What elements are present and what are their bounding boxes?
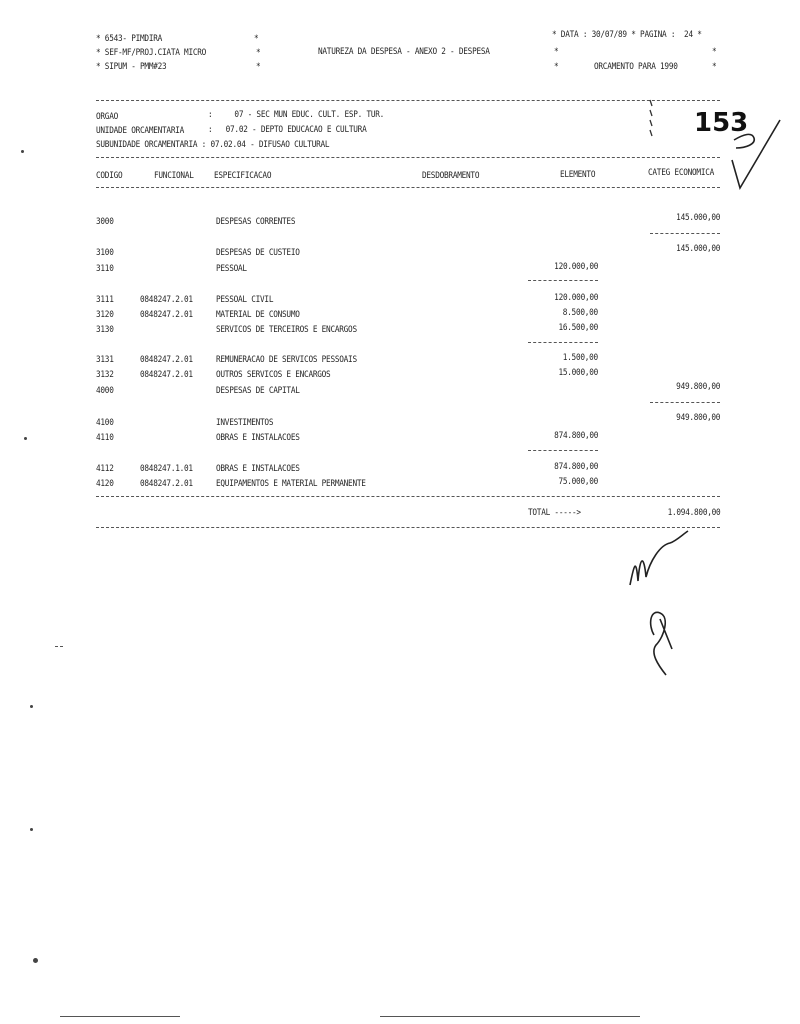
row-especificacao: INVESTIMENTOS bbox=[216, 418, 274, 428]
scan-speck bbox=[21, 150, 24, 153]
row-codigo: 4120 bbox=[96, 479, 114, 489]
row-especificacao: EQUIPAMENTOS E MATERIAL PERMANENTE bbox=[216, 479, 366, 489]
scan-speck bbox=[30, 828, 33, 831]
row-funcional: 0848247.2.01 bbox=[140, 479, 193, 489]
stamp-mark-icon bbox=[640, 96, 790, 196]
row-especificacao: DESPESAS CORRENTES bbox=[216, 217, 296, 227]
header-star: * bbox=[554, 47, 559, 57]
row-elemento: 1.500,00 bbox=[562, 353, 598, 363]
row-codigo: 4100 bbox=[96, 418, 114, 428]
col-codigo: CODIGO bbox=[96, 171, 123, 181]
subunidade-line: SUBUNIDADE ORCAMENTARIA : 07.02.04 - DIFUSAO CULTURAL bbox=[96, 140, 330, 150]
row-categ: 949.800,00 bbox=[675, 413, 720, 423]
header-star: * bbox=[254, 34, 259, 44]
row-codigo: 4112 bbox=[96, 464, 114, 474]
row-funcional: 0848247.2.01 bbox=[140, 370, 193, 380]
header-star: * bbox=[554, 62, 559, 72]
row-especificacao: REMUNERACAO DE SERVICOS PESSOAIS bbox=[216, 355, 357, 365]
scan-edge bbox=[380, 1016, 640, 1017]
orgao-value: : 07 - SEC MUN EDUC. CULT. ESP. TUR. bbox=[208, 110, 385, 120]
row-especificacao: PESSOAL bbox=[216, 264, 247, 274]
col-especificacao: ESPECIFICACAO bbox=[214, 171, 272, 181]
row-elemento: 120.000,00 bbox=[553, 293, 598, 303]
row-categ: 145.000,00 bbox=[675, 244, 720, 254]
row-especificacao: OBRAS E INSTALACOES bbox=[216, 464, 300, 474]
divider bbox=[96, 100, 720, 101]
row-codigo: 3130 bbox=[96, 325, 114, 335]
header-star: * bbox=[256, 48, 261, 58]
row-elemento: 15.000,00 bbox=[558, 368, 598, 378]
signature-icon bbox=[620, 525, 700, 695]
row-codigo: 4110 bbox=[96, 433, 114, 443]
scan-speck bbox=[33, 958, 38, 963]
scan-speck bbox=[24, 437, 27, 440]
col-desdobramento: DESDOBRAMENTO bbox=[422, 171, 480, 181]
scan-speck bbox=[30, 705, 33, 708]
row-funcional: 0848247.2.01 bbox=[140, 295, 193, 305]
scan-mark bbox=[55, 646, 63, 647]
row-especificacao: SERVICOS DE TERCEIROS E ENCARGOS bbox=[216, 325, 357, 335]
row-categ: 949.800,00 bbox=[675, 382, 720, 392]
row-codigo: 3000 bbox=[96, 217, 114, 227]
report-title: NATUREZA DA DESPESA - ANEXO 2 - DESPESA bbox=[318, 47, 490, 57]
header-star: * bbox=[712, 47, 717, 57]
row-especificacao: DESPESAS DE CUSTEIO bbox=[216, 248, 300, 258]
header-star: * bbox=[256, 62, 261, 72]
total-label: TOTAL -----> bbox=[528, 508, 581, 518]
unidade-label: UNIDADE ORCAMENTARIA bbox=[96, 126, 185, 136]
row-codigo: 3120 bbox=[96, 310, 114, 320]
row-elemento: 874.800,00 bbox=[553, 462, 598, 472]
row-codigo: 3111 bbox=[96, 295, 114, 305]
header-left-line1: * 6543- PIMDIRA bbox=[96, 34, 163, 44]
row-codigo: 3132 bbox=[96, 370, 114, 380]
unidade-value: : 07.02 - DEPTO EDUCACAO E CULTURA bbox=[208, 125, 367, 135]
row-elemento: 16.500,00 bbox=[558, 323, 598, 333]
subtotal-line bbox=[528, 342, 598, 343]
divider bbox=[96, 157, 720, 158]
row-elemento: 8.500,00 bbox=[562, 308, 598, 318]
col-categ: CATEG ECONOMICA bbox=[648, 168, 715, 178]
total-value: 1.094.800,00 bbox=[667, 508, 720, 518]
scan-edge bbox=[60, 1016, 180, 1017]
row-elemento: 874.800,00 bbox=[553, 431, 598, 441]
subtotal-line bbox=[650, 233, 720, 234]
row-especificacao: OBRAS E INSTALACOES bbox=[216, 433, 300, 443]
row-codigo: 3110 bbox=[96, 264, 114, 274]
header-left-line3: * SIPUM - PMM#23 bbox=[96, 62, 167, 72]
header-date-page: * DATA : 30/07/89 * PAGINA : 24 * bbox=[552, 30, 702, 40]
row-categ: 145.000,00 bbox=[675, 213, 720, 223]
orgao-label: ORGAO bbox=[96, 112, 119, 122]
subtotal-line bbox=[650, 402, 720, 403]
divider bbox=[96, 496, 720, 497]
col-elemento: ELEMENTO bbox=[560, 170, 596, 180]
row-elemento: 75.000,00 bbox=[558, 477, 598, 487]
row-especificacao: DESPESAS DE CAPITAL bbox=[216, 386, 300, 396]
row-especificacao: OUTROS SERVICOS E ENCARGOS bbox=[216, 370, 331, 380]
subtotal-line bbox=[528, 280, 598, 281]
row-especificacao: PESSOAL CIVIL bbox=[216, 295, 274, 305]
row-codigo: 3131 bbox=[96, 355, 114, 365]
header-left-line2: * SEF-MF/PROJ.CIATA MICRO bbox=[96, 48, 207, 58]
row-funcional: 0848247.2.01 bbox=[140, 355, 193, 365]
row-elemento: 120.000,00 bbox=[553, 262, 598, 272]
row-codigo: 4000 bbox=[96, 386, 114, 396]
col-funcional: FUNCIONAL bbox=[154, 171, 194, 181]
header-star: * bbox=[712, 62, 717, 72]
subtotal-line bbox=[528, 450, 598, 451]
row-codigo: 3100 bbox=[96, 248, 114, 258]
row-funcional: 0848247.1.01 bbox=[140, 464, 193, 474]
row-funcional: 0848247.2.01 bbox=[140, 310, 193, 320]
stamp-page-number: 153 bbox=[694, 108, 749, 138]
header-budget-year: ORCAMENTO PARA 1990 bbox=[594, 62, 678, 72]
row-especificacao: MATERIAL DE CONSUMO bbox=[216, 310, 300, 320]
divider bbox=[96, 187, 720, 188]
